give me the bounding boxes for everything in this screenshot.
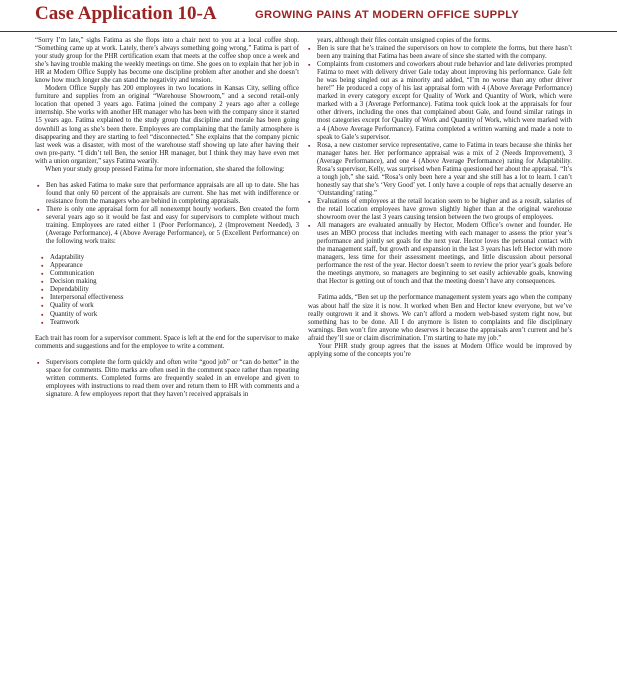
list-item: ▪ Adaptability — [41, 254, 299, 262]
paragraph-company: Modern Office Supply has 200 employees in two locations in Kansas City, selling office furniture and supplies from an original “Warehouse Showroom,” and a second retail-only location that opened 3 years ago. Fatima joined the company 2 years ago after a college internship. She works with another HR manager who has been with the company since it started 15 years ago. Fatima explained to the study group that discipline and morale has been going downhill as long as she’s been there. Employees are complaining that the family atmosphere is disappearing and they are starting to feel “disconnected.” She explains that the company picnic last week was a disaster, with most of the warehouse staff showing up late after having their own pre-party. “I didn’t tell Ben, the senior HR manager, but I think they may have even met with a union organizer,” says Fatima wearily. — [35, 85, 299, 165]
paragraph-fatima-adds: Fatima adds, “Ben set up the performance management system years ago when the company was about half the size it is now. It worked when Ben and Hector knew everyone, but we’ve really outgrown it and it shows. We can’t afford a modern web-based system right now, but something has to be done. All I do anymore is listen to complaints and file disciplinary warnings. Ben won’t fire anyone who deserves it because the appraisals aren’t current and he’s afraid they’ll sue or claim discrimination. I’m starting to hate my job.” — [308, 294, 572, 342]
left-column — [35, 37, 299, 399]
list-item: ▪ There is only one appraisal form for all nonexempt hourly workers. Ben created the form several years ago so it would be fast and easy for supervisors to complete without much training. Employees are rated either 1 (Poor Performance), 2 (Improvement Needed), 3 (Average Performance), 4 (Above Average Performance), or 5 (Excellent Performance) on the following work traits: — [37, 206, 299, 246]
list-item: ▪ Quality of work — [41, 302, 299, 310]
paragraph-info: When your study group pressed Fatima for more information, she shared the following: — [45, 165, 285, 173]
list-item: ▪ All managers are evaluated annually by Hector, Modern Office’s owner and founder. He uses an MBO process that includes meeting with each manager to assess the prior year’s performance and jointly set goals for the next year. Hector loves the personal contact with the management staff, but growth and expansion in the last 3 years has left Hector with more managers, less time for their assessment meetings, and little discussion about personal performance the rest of the year. Hector doesn’t seem to review the prior year’s goals before the meetings anymore, so managers are beginning to set easily achievable goals, knowing that Hector is getting out of touch and that the meeting doesn’t have any consequences. — [308, 222, 572, 286]
issue-list-right — [308, 45, 572, 286]
list-item: ▪ Teamwork — [41, 319, 299, 327]
paragraph-continued: years, although their files contain unsigned copies of the forms. — [317, 37, 491, 44]
list-item: ▪ Interpersonal effectiveness — [41, 294, 299, 302]
list-item: ▪ Ben has asked Fatima to make sure that performance appraisals are all up to date. She has found that only 60 percent of the appraisals are current. She has met with indifference or resistance from the managers who are behind in completing appraisals. — [37, 182, 299, 206]
work-traits-list — [41, 254, 299, 326]
paragraph-intro: “Sorry I’m late,” sighs Fatima as she flops into a chair next to you at a local coffee shop. “Something came up at work. Lately, there’s always something going wrong.” Fatima is part of your study group for the PHR certification exam that meets at the coffee shop once a week and she’s having trouble making the weekly meetings on time. She goes on to explain that her job in HR at Modern Office Supply has become one discipline problem after another and she doesn’t know how much longer she can stand the negativity and tension. — [35, 37, 299, 85]
list-item: ▪ Quantity of work — [41, 311, 299, 319]
list-item: ▪ Evaluations of employees at the retail location seem to be higher and as a result, salaries of the retail location employees have grown slightly higher than at the original warehouse showroom over the last 3 years causing tension between the two groups of employees. — [308, 198, 572, 222]
case-title: Case Application 10-A — [35, 3, 217, 24]
issue-list-continued — [37, 359, 299, 399]
issue-list — [37, 182, 299, 246]
case-header — [0, 0, 617, 32]
list-item: ▪ Complaints from customers and coworkers about rude behavior and late deliveries prompted Fatima to meet with delivery driver Gale today about improving his performance. Gale felt he was being singled out as a minority and added, “I’m no worse than any other driver here!” He produced a copy of his last appraisal form with 4 (Above Average Performance) marked in every category except for Quality of Work and Quantity of Work, which were marked with a 3 (Average Performance). Fatima took quick look at the appraisals for four other drivers, including the ones that complained about Gale, and found similar ratings in most categories except for Quality of Work and Quantity of Work, which were marked with a 4 (Above Average Performance). Fatima completed a written warning and made a note to speak to Gale’s supervisor. — [308, 61, 572, 141]
case-subtitle: GROWING PAINS AT MODERN OFFICE SUPPLY — [255, 9, 520, 21]
paragraph-study-group: Your PHR study group agrees that the issues at Modern Office would be improved by applying some of the concepts you’re — [308, 342, 572, 358]
list-item: ▪ Supervisors complete the form quickly and often write “good job” or “can do better” in the space for comments. Ditto marks are often used in the comment space rather than repeating written comments. Completed forms are frequently sealed in an envelope and given to employees with instructions to read them over and return them to HR with comments and a signature. A few employees report that they haven’t received appraisals in — [37, 359, 299, 399]
list-item: ▪ Dependability — [41, 286, 299, 294]
list-item: ▪ Appearance — [41, 262, 299, 270]
right-column — [308, 37, 572, 359]
paragraph-comments: Each trait has room for a supervisor comment. Space is left at the end for the supervisor to make comments and suggestions and for the employee to write a comment. — [35, 334, 299, 350]
list-item: ▪ Rosa, a new customer service representative, came to Fatima in tears because she thinks her manager hates her. Her performance appraisal was a mix of 2 (Needs Improvement), 3 (Average Performance), and one 4 (Above Average Performance) rating for Adaptability. Rosa’s supervisor, Kelly, was surprised when Fatima questioned her about the appraisal. “It’s a tough job,” she said. “Rosa’s only been here a year and she still has a lot to learn. I can’t honestly say that she’s ‘Very Good’ yet. I only have a couple of reps that actually deserve an ‘Outstanding’ rating.” — [308, 142, 572, 198]
list-item: ▪ Ben is sure that he’s trained the supervisors on how to complete the forms, but there hasn’t been any training that Fatima has been aware of since she started with the company. — [308, 45, 572, 61]
list-item: ▪ Communication — [41, 270, 299, 278]
list-item: ▪ Decision making — [41, 278, 299, 286]
